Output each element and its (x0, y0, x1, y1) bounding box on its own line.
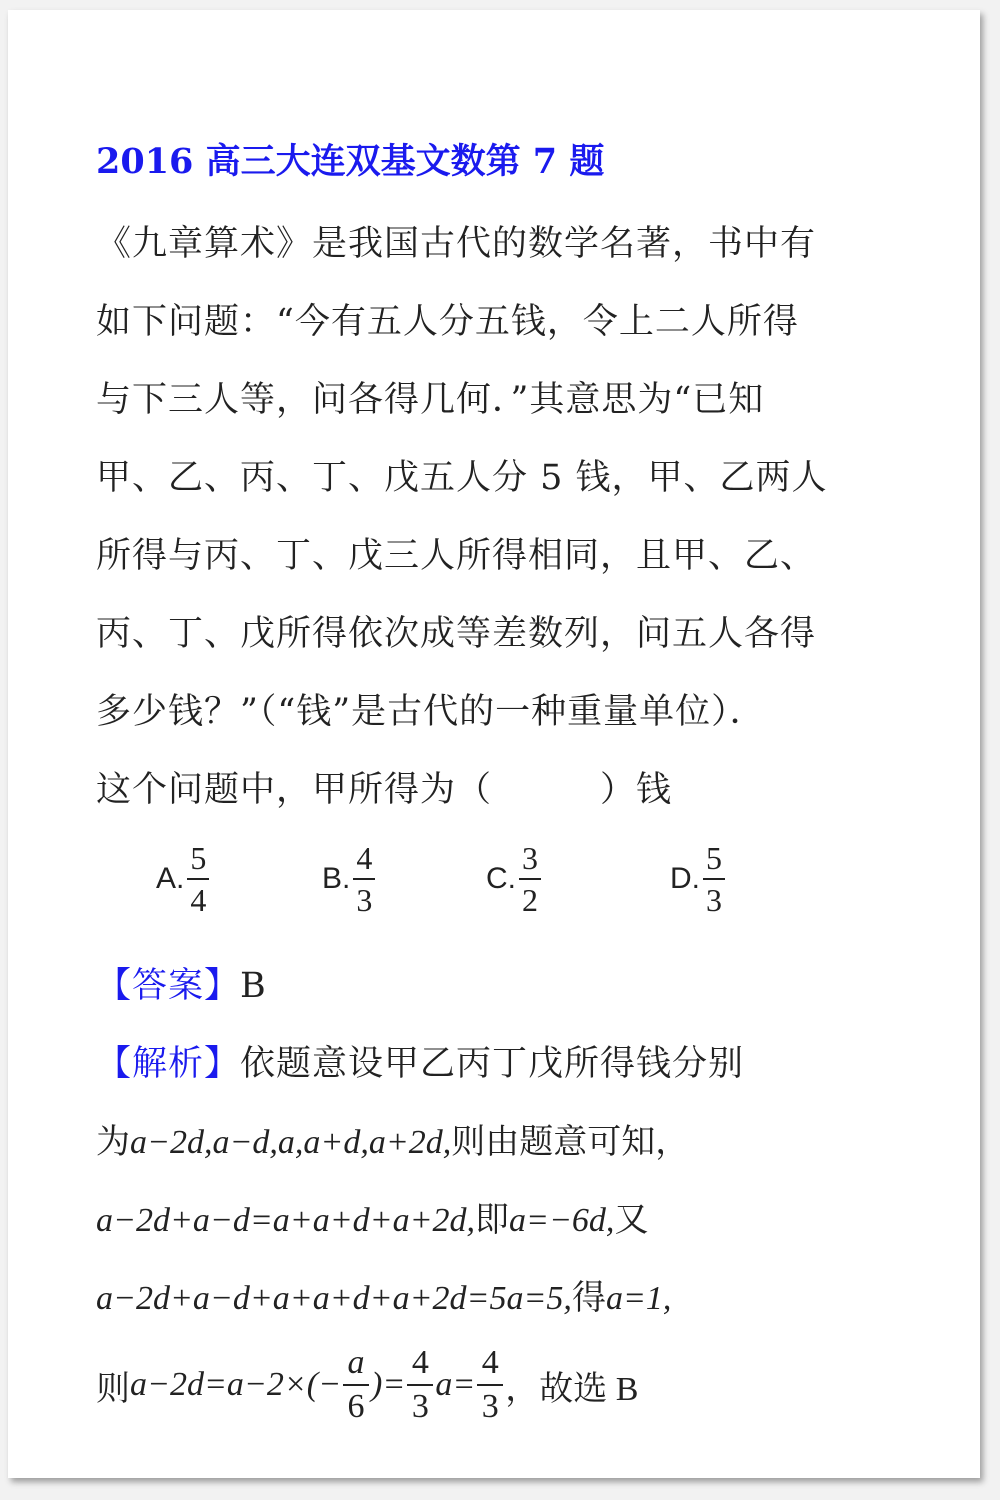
option-fraction (353, 842, 375, 916)
analysis-line-2 (96, 1192, 648, 1241)
fraction-numerator: 4 (481, 1344, 499, 1381)
fraction-denominator: 6 (347, 1388, 365, 1425)
fraction-numerator: 3 (522, 840, 538, 876)
fraction-numerator: 4 (356, 840, 373, 876)
option-label: A. (156, 862, 185, 895)
option-c (486, 842, 541, 916)
fraction-numerator: 5 (190, 840, 207, 876)
analysis-text: 又 (614, 1202, 649, 1239)
analysis-line-3 (96, 1270, 671, 1319)
fraction-bar (477, 1384, 503, 1386)
fraction-bar (703, 878, 725, 880)
question-line: 《九章算术》是我国古代的数学名著，书中有 (96, 224, 817, 264)
analysis-line-1 (96, 1114, 689, 1163)
math-expression: a−2d+a−d+a+a+d+a+2d=5a=5, (96, 1280, 572, 1317)
fraction-bar (353, 878, 375, 880)
analysis-text: 则由题意可知， (451, 1124, 690, 1161)
analysis-intro: 依题意设甲乙丙丁戊所得钱分别 (240, 1044, 745, 1084)
analysis-text: ，故选 B (505, 1370, 639, 1408)
fraction-denominator: 3 (706, 882, 722, 918)
question-line: 这个问题中，甲所得为（ ）钱 (96, 770, 673, 810)
question-line: 甲、乙、丙、丁、戊五人分 5 钱，甲、乙两人 (96, 458, 828, 498)
fraction-bar (343, 1384, 369, 1386)
question-line: 如下问题：“今有五人分五钱，令上二人所得 (96, 302, 799, 342)
option-fraction (703, 842, 725, 916)
analysis-intro-line (96, 1036, 916, 1086)
math-expression: a= (435, 1366, 476, 1403)
fraction-bar (519, 878, 541, 880)
math-expression: a−2d+a−d=a+a+d+a+2d, (96, 1202, 476, 1239)
option-fraction (187, 842, 209, 916)
fraction-denominator: 4 (190, 882, 207, 918)
fraction-numerator: 4 (411, 1344, 429, 1381)
answer-tag: 【答案】 (96, 966, 241, 1006)
analysis-tag: 【解析】 (96, 1044, 241, 1084)
fraction-numerator: a (347, 1344, 365, 1381)
option-b (322, 842, 375, 916)
math-fraction (343, 1346, 369, 1424)
math-expression: a=1, (605, 1280, 672, 1317)
option-a (156, 842, 209, 916)
option-d (670, 842, 725, 916)
math-expression: a−2d=a−2×(− (130, 1366, 342, 1403)
analysis-text: 为 (96, 1124, 130, 1161)
question-line: 多少钱？”（“钱”是古代的一种重量单位）． (96, 692, 766, 732)
document-page (8, 10, 980, 1478)
option-label: D. (670, 862, 700, 895)
fraction-numerator: 5 (706, 840, 722, 876)
math-expression: a=−6d, (509, 1202, 615, 1239)
math-expression: a−2d,a−d,a,a+d,a+2d, (130, 1124, 452, 1161)
math-expression: )= (371, 1366, 406, 1403)
answer-value: B (240, 966, 267, 1006)
analysis-text: 得 (571, 1280, 606, 1317)
fraction-denominator: 2 (522, 882, 538, 918)
analysis-line-4 (96, 1346, 638, 1424)
analysis-text: 则 (96, 1370, 130, 1408)
question-line: 与下三人等，问各得几何．”其意思为“已知 (96, 380, 765, 420)
math-fraction (407, 1346, 433, 1424)
question-line: 丙、丁、戊所得依次成等差数列，问五人各得 (96, 614, 817, 654)
fraction-denominator: 3 (356, 882, 373, 918)
option-label: B. (322, 862, 351, 895)
fraction-denominator: 3 (411, 1388, 429, 1425)
answer-line (96, 958, 916, 1008)
problem-title: 2016 高三大连双基文数第 7 题 (96, 141, 605, 182)
fraction-denominator: 3 (481, 1388, 499, 1425)
fraction-bar (187, 878, 209, 880)
option-label: C. (486, 862, 516, 895)
option-fraction (519, 842, 541, 916)
analysis-text: 即 (475, 1202, 510, 1239)
fraction-bar (407, 1384, 433, 1386)
math-fraction (477, 1346, 503, 1424)
question-line: 所得与丙、丁、戊三人所得相同，且甲、乙、 (96, 536, 817, 576)
